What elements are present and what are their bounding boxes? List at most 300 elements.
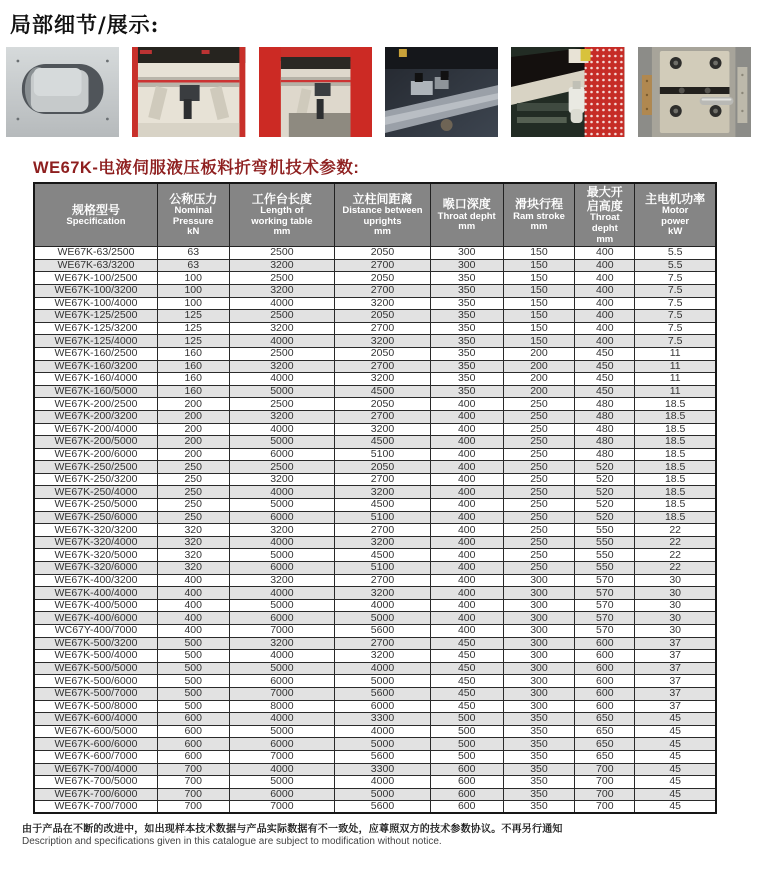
table-cell: 480 (575, 423, 635, 436)
table-cell: 600 (157, 725, 229, 738)
table-cell: WE67K-250/2500 (34, 461, 157, 474)
table-cell: 5000 (229, 499, 335, 512)
table-row (34, 272, 716, 285)
table-cell: WE67K-200/4000 (34, 423, 157, 436)
photo-clamp-detail (385, 47, 498, 137)
table-cell: 3200 (335, 650, 430, 663)
table-cell: 200 (157, 423, 229, 436)
footer-note (22, 820, 757, 847)
table-cell: 450 (430, 637, 503, 650)
table-cell: 3300 (335, 713, 430, 726)
table-cell: 4000 (229, 486, 335, 499)
table-row (34, 675, 716, 688)
table-cell: 4500 (335, 385, 430, 398)
table-cell: 3200 (335, 373, 430, 386)
table-cell: 22 (635, 562, 716, 575)
table-cell: 400 (430, 461, 503, 474)
table-cell: 3200 (335, 297, 430, 310)
table-cell: 600 (575, 700, 635, 713)
table-cell: 250 (157, 499, 229, 512)
table-cell: 2500 (229, 461, 335, 474)
table-cell: 520 (575, 461, 635, 474)
table-cell: 3200 (229, 637, 335, 650)
table-cell: WE67K-250/3200 (34, 473, 157, 486)
table-cell: 2050 (335, 310, 430, 323)
table-cell: WE67K-320/5000 (34, 549, 157, 562)
table-cell: 300 (503, 650, 575, 663)
table-cell: WE67K-100/2500 (34, 272, 157, 285)
table-cell: 600 (430, 788, 503, 801)
table-cell: 450 (575, 373, 635, 386)
table-cell: 400 (157, 612, 229, 625)
table-cell: 5100 (335, 562, 430, 575)
table-cell: 5100 (335, 511, 430, 524)
photo-red-cabinet-backgauge (259, 47, 372, 137)
table-row (34, 801, 716, 814)
table-cell: 500 (157, 662, 229, 675)
table-cell: 2700 (335, 574, 430, 587)
table-cell: WE67K-320/3200 (34, 524, 157, 537)
table-cell: 400 (430, 599, 503, 612)
table-cell: 600 (430, 763, 503, 776)
table-cell: 600 (430, 801, 503, 814)
table-cell: 45 (635, 763, 716, 776)
table-cell: 7000 (229, 687, 335, 700)
table-cell: 5000 (335, 788, 430, 801)
column-header: 最大开 启高度 Throat depht mm (575, 183, 635, 247)
table-cell: 500 (157, 700, 229, 713)
table-cell: WE67K-700/7000 (34, 801, 157, 814)
table-cell: 700 (575, 763, 635, 776)
table-cell: 520 (575, 486, 635, 499)
table-cell: 400 (430, 536, 503, 549)
table-cell: 250 (157, 511, 229, 524)
table-cell: 3300 (335, 763, 430, 776)
table-cell: 650 (575, 725, 635, 738)
table-cell: 2700 (335, 259, 430, 272)
table-cell: 400 (575, 272, 635, 285)
table-cell: 7.5 (635, 284, 716, 297)
table-cell: 125 (157, 310, 229, 323)
table-cell: 500 (157, 637, 229, 650)
table-row (34, 574, 716, 587)
table-cell: 2500 (229, 310, 335, 323)
table-cell: 480 (575, 436, 635, 449)
table-cell: 5600 (335, 750, 430, 763)
table-cell: 5000 (229, 436, 335, 449)
table-cell: 45 (635, 713, 716, 726)
table-cell: WE67K-500/5000 (34, 662, 157, 675)
table-cell: 5000 (229, 776, 335, 789)
table-cell: 350 (430, 310, 503, 323)
table-cell: 550 (575, 536, 635, 549)
table-cell: 18.5 (635, 473, 716, 486)
table-row (34, 347, 716, 360)
table-cell: 6000 (335, 700, 430, 713)
table-cell: 3200 (229, 524, 335, 537)
table-cell: 650 (575, 750, 635, 763)
table-cell: 3200 (335, 335, 430, 348)
table-cell: 37 (635, 675, 716, 688)
table-cell: 400 (430, 549, 503, 562)
table-cell: WE67K-250/5000 (34, 499, 157, 512)
table-cell: WE67K-500/6000 (34, 675, 157, 688)
table-row (34, 322, 716, 335)
table-cell: 3200 (229, 574, 335, 587)
table-cell: 480 (575, 398, 635, 411)
column-header: 立柱间距离 Distance between uprights mm (335, 183, 430, 247)
table-cell: 250 (503, 511, 575, 524)
table-cell: 550 (575, 549, 635, 562)
table-cell: 350 (430, 322, 503, 335)
table-cell: 2050 (335, 347, 430, 360)
table-cell: 7000 (229, 750, 335, 763)
table-cell: 2500 (229, 398, 335, 411)
table-cell: 3200 (229, 322, 335, 335)
table-row (34, 763, 716, 776)
table-cell: 7.5 (635, 297, 716, 310)
table-cell: 63 (157, 259, 229, 272)
table-row (34, 360, 716, 373)
table-cell: WE67K-200/6000 (34, 448, 157, 461)
table-row (34, 700, 716, 713)
table-row (34, 562, 716, 575)
table-row (34, 788, 716, 801)
table-cell: 100 (157, 272, 229, 285)
table-cell: 4000 (229, 650, 335, 663)
table-cell: 160 (157, 385, 229, 398)
table-cell: 400 (430, 436, 503, 449)
photo-perforated-panel-detail (511, 47, 624, 137)
table-cell: 4000 (335, 662, 430, 675)
table-cell: 18.5 (635, 511, 716, 524)
table-cell: 250 (503, 410, 575, 423)
table-cell: WE67K-600/7000 (34, 750, 157, 763)
table-cell: 2700 (335, 637, 430, 650)
table-cell: WE67K-160/4000 (34, 373, 157, 386)
table-cell: 300 (430, 247, 503, 260)
table-cell: 400 (430, 473, 503, 486)
table-row (34, 284, 716, 297)
table-cell: 400 (575, 335, 635, 348)
table-cell: 250 (503, 486, 575, 499)
table-cell: WE67K-200/2500 (34, 398, 157, 411)
table-cell: 200 (157, 398, 229, 411)
table-cell: 300 (503, 599, 575, 612)
table-cell: 350 (430, 347, 503, 360)
table-cell: 45 (635, 776, 716, 789)
table-cell: 400 (575, 310, 635, 323)
table-cell: 300 (503, 687, 575, 700)
spec-table-header-row (34, 183, 716, 247)
table-cell: 3200 (335, 536, 430, 549)
table-cell: WE67K-160/5000 (34, 385, 157, 398)
table-cell: 400 (430, 423, 503, 436)
table-cell: 500 (157, 675, 229, 688)
table-cell: 250 (503, 398, 575, 411)
table-cell: 4000 (335, 599, 430, 612)
table-row (34, 410, 716, 423)
table-cell: 4000 (229, 373, 335, 386)
table-cell: 570 (575, 625, 635, 638)
table-cell: 150 (503, 272, 575, 285)
table-cell: 480 (575, 410, 635, 423)
table-cell: 3200 (335, 587, 430, 600)
table-cell: 600 (575, 637, 635, 650)
column-header: 规格型号 Specification (34, 183, 157, 247)
column-header: 滑块行程 Ram stroke mm (503, 183, 575, 247)
table-cell: 5000 (229, 599, 335, 612)
table-cell: 37 (635, 637, 716, 650)
table-cell: 500 (430, 725, 503, 738)
table-cell: 350 (503, 725, 575, 738)
table-cell: 150 (503, 247, 575, 260)
table-cell: 4000 (229, 713, 335, 726)
table-cell: 450 (430, 650, 503, 663)
table-cell: 18.5 (635, 410, 716, 423)
table-cell: 300 (503, 625, 575, 638)
table-cell: 6000 (229, 675, 335, 688)
table-cell: WE67K-100/3200 (34, 284, 157, 297)
spec-table-body (34, 247, 716, 814)
table-cell: 150 (503, 322, 575, 335)
table-cell: 7.5 (635, 310, 716, 323)
table-cell: 3200 (229, 284, 335, 297)
table-cell: 200 (503, 373, 575, 386)
table-cell: 4500 (335, 499, 430, 512)
table-cell: 6000 (229, 448, 335, 461)
table-cell: 650 (575, 738, 635, 751)
table-cell: 700 (157, 788, 229, 801)
table-cell: 30 (635, 574, 716, 587)
table-row (34, 687, 716, 700)
table-row (34, 259, 716, 272)
table-row (34, 486, 716, 499)
table-row (34, 461, 716, 474)
table-cell: 350 (430, 284, 503, 297)
table-cell: 300 (503, 587, 575, 600)
table-cell: 200 (503, 385, 575, 398)
table-cell: 3200 (229, 259, 335, 272)
table-cell: 5000 (229, 385, 335, 398)
table-row (34, 662, 716, 675)
table-cell: 125 (157, 322, 229, 335)
table-cell: 2700 (335, 360, 430, 373)
table-cell: 700 (157, 801, 229, 814)
footer-note-cn: 由于产品在不断的改进中，如出现样本技术数据与产品实际数据有不一致处，应尊照双方的技术参数协议。不再另行通知 (22, 824, 563, 836)
table-cell: 570 (575, 612, 635, 625)
table-row (34, 398, 716, 411)
column-header: 主电机功率 Motor power kW (635, 183, 716, 247)
table-cell: 300 (503, 637, 575, 650)
table-cell: 11 (635, 347, 716, 360)
table-cell: WE67K-125/2500 (34, 310, 157, 323)
table-cell: 100 (157, 284, 229, 297)
table-cell: 2700 (335, 322, 430, 335)
table-cell: 250 (503, 473, 575, 486)
table-cell: 2050 (335, 461, 430, 474)
table-cell: 200 (157, 436, 229, 449)
table-cell: 320 (157, 549, 229, 562)
table-cell: 250 (503, 524, 575, 537)
table-cell: 5600 (335, 625, 430, 638)
table-row (34, 650, 716, 663)
table-cell: 450 (430, 700, 503, 713)
table-cell: WE67K-700/5000 (34, 776, 157, 789)
table-cell: 2050 (335, 398, 430, 411)
table-row (34, 423, 716, 436)
table-cell: 400 (430, 524, 503, 537)
table-cell: 6000 (229, 788, 335, 801)
table-cell: 250 (503, 536, 575, 549)
table-cell: 520 (575, 473, 635, 486)
table-cell: 22 (635, 524, 716, 537)
table-cell: WE67K-400/5000 (34, 599, 157, 612)
photo-die-holder-block (638, 47, 751, 137)
table-cell: 450 (575, 347, 635, 360)
table-cell: 700 (157, 776, 229, 789)
table-cell: 450 (575, 360, 635, 373)
table-cell: WE67K-125/3200 (34, 322, 157, 335)
table-cell: 4500 (335, 549, 430, 562)
table-cell: 45 (635, 788, 716, 801)
table-cell: 400 (430, 612, 503, 625)
table-cell: 11 (635, 360, 716, 373)
table-cell: 600 (430, 776, 503, 789)
table-cell: 400 (157, 625, 229, 638)
table-cell: 250 (503, 549, 575, 562)
table-cell: WE67K-700/6000 (34, 788, 157, 801)
table-cell: 4000 (229, 763, 335, 776)
table-row (34, 524, 716, 537)
table-cell: 450 (430, 675, 503, 688)
table-cell: 6000 (229, 738, 335, 751)
table-cell: 22 (635, 536, 716, 549)
table-row (34, 738, 716, 751)
table-row (34, 297, 716, 310)
table-cell: 550 (575, 562, 635, 575)
table-row (34, 612, 716, 625)
table-cell: WC67Y-400/7000 (34, 625, 157, 638)
table-cell: 37 (635, 650, 716, 663)
table-cell: 7000 (229, 625, 335, 638)
table-cell: 6000 (229, 562, 335, 575)
table-row (34, 335, 716, 348)
table-cell: 4500 (335, 436, 430, 449)
table-cell: 700 (575, 801, 635, 814)
table-cell: WE67K-63/2500 (34, 247, 157, 260)
table-cell: 500 (157, 650, 229, 663)
table-cell: 18.5 (635, 461, 716, 474)
table-cell: 700 (575, 776, 635, 789)
table-cell: 8000 (229, 700, 335, 713)
table-cell: 550 (575, 524, 635, 537)
table-cell: 600 (157, 713, 229, 726)
table-cell: 160 (157, 360, 229, 373)
table-cell: 250 (157, 461, 229, 474)
column-header: 喉口深度 Throat depht mm (430, 183, 503, 247)
table-cell: 2500 (229, 272, 335, 285)
table-cell: 45 (635, 725, 716, 738)
table-cell: 250 (503, 499, 575, 512)
table-cell: 30 (635, 612, 716, 625)
table-cell: 700 (157, 763, 229, 776)
table-cell: 2700 (335, 524, 430, 537)
table-row (34, 499, 716, 512)
table-cell: 5600 (335, 687, 430, 700)
table-cell: 250 (503, 461, 575, 474)
column-header: 公称压力 Nominal Pressure kN (157, 183, 229, 247)
table-cell: WE67K-200/5000 (34, 436, 157, 449)
table-cell: 2050 (335, 272, 430, 285)
table-cell: 160 (157, 347, 229, 360)
table-cell: 350 (430, 360, 503, 373)
table-cell: 4000 (229, 423, 335, 436)
table-cell: 300 (430, 259, 503, 272)
table-cell: 5600 (335, 801, 430, 814)
table-cell: WE67K-700/4000 (34, 763, 157, 776)
table-cell: WE67K-250/4000 (34, 486, 157, 499)
table-cell: 5.5 (635, 259, 716, 272)
table-cell: 500 (157, 687, 229, 700)
table-cell: 200 (503, 347, 575, 360)
table-cell: 100 (157, 297, 229, 310)
table-cell: 18.5 (635, 398, 716, 411)
table-cell: WE67K-500/7000 (34, 687, 157, 700)
table-cell: 480 (575, 448, 635, 461)
table-cell: 300 (503, 700, 575, 713)
table-row (34, 511, 716, 524)
table-cell: 4000 (335, 725, 430, 738)
table-cell: 350 (430, 335, 503, 348)
table-cell: 45 (635, 738, 716, 751)
table-row (34, 725, 716, 738)
table-cell: WE67K-400/6000 (34, 612, 157, 625)
table-cell: WE67K-250/6000 (34, 511, 157, 524)
table-row (34, 473, 716, 486)
table-cell: 400 (430, 410, 503, 423)
table-cell: 400 (575, 297, 635, 310)
table-cell: 30 (635, 587, 716, 600)
table-cell: 320 (157, 562, 229, 575)
table-cell: 350 (503, 801, 575, 814)
table-cell: 18.5 (635, 423, 716, 436)
table-cell: WE67K-63/3200 (34, 259, 157, 272)
table-title: WE67K-电液伺服液压板料折弯机技术参数: (33, 159, 360, 177)
photo-backgauge-overview (132, 47, 245, 137)
table-cell: 350 (503, 763, 575, 776)
table-cell: 400 (430, 587, 503, 600)
table-cell: 30 (635, 599, 716, 612)
table-cell: 600 (157, 750, 229, 763)
table-cell: 400 (575, 247, 635, 260)
table-cell: 700 (575, 788, 635, 801)
table-cell: 30 (635, 625, 716, 638)
table-row (34, 713, 716, 726)
table-cell: 18.5 (635, 499, 716, 512)
table-cell: 350 (503, 776, 575, 789)
table-cell: 5000 (229, 725, 335, 738)
table-row (34, 750, 716, 763)
table-cell: 4000 (229, 536, 335, 549)
table-cell: 600 (157, 738, 229, 751)
table-cell: 350 (503, 738, 575, 751)
table-cell: 400 (430, 486, 503, 499)
table-row (34, 625, 716, 638)
table-cell: 400 (575, 284, 635, 297)
table-cell: 7.5 (635, 272, 716, 285)
table-cell: 7.5 (635, 335, 716, 348)
